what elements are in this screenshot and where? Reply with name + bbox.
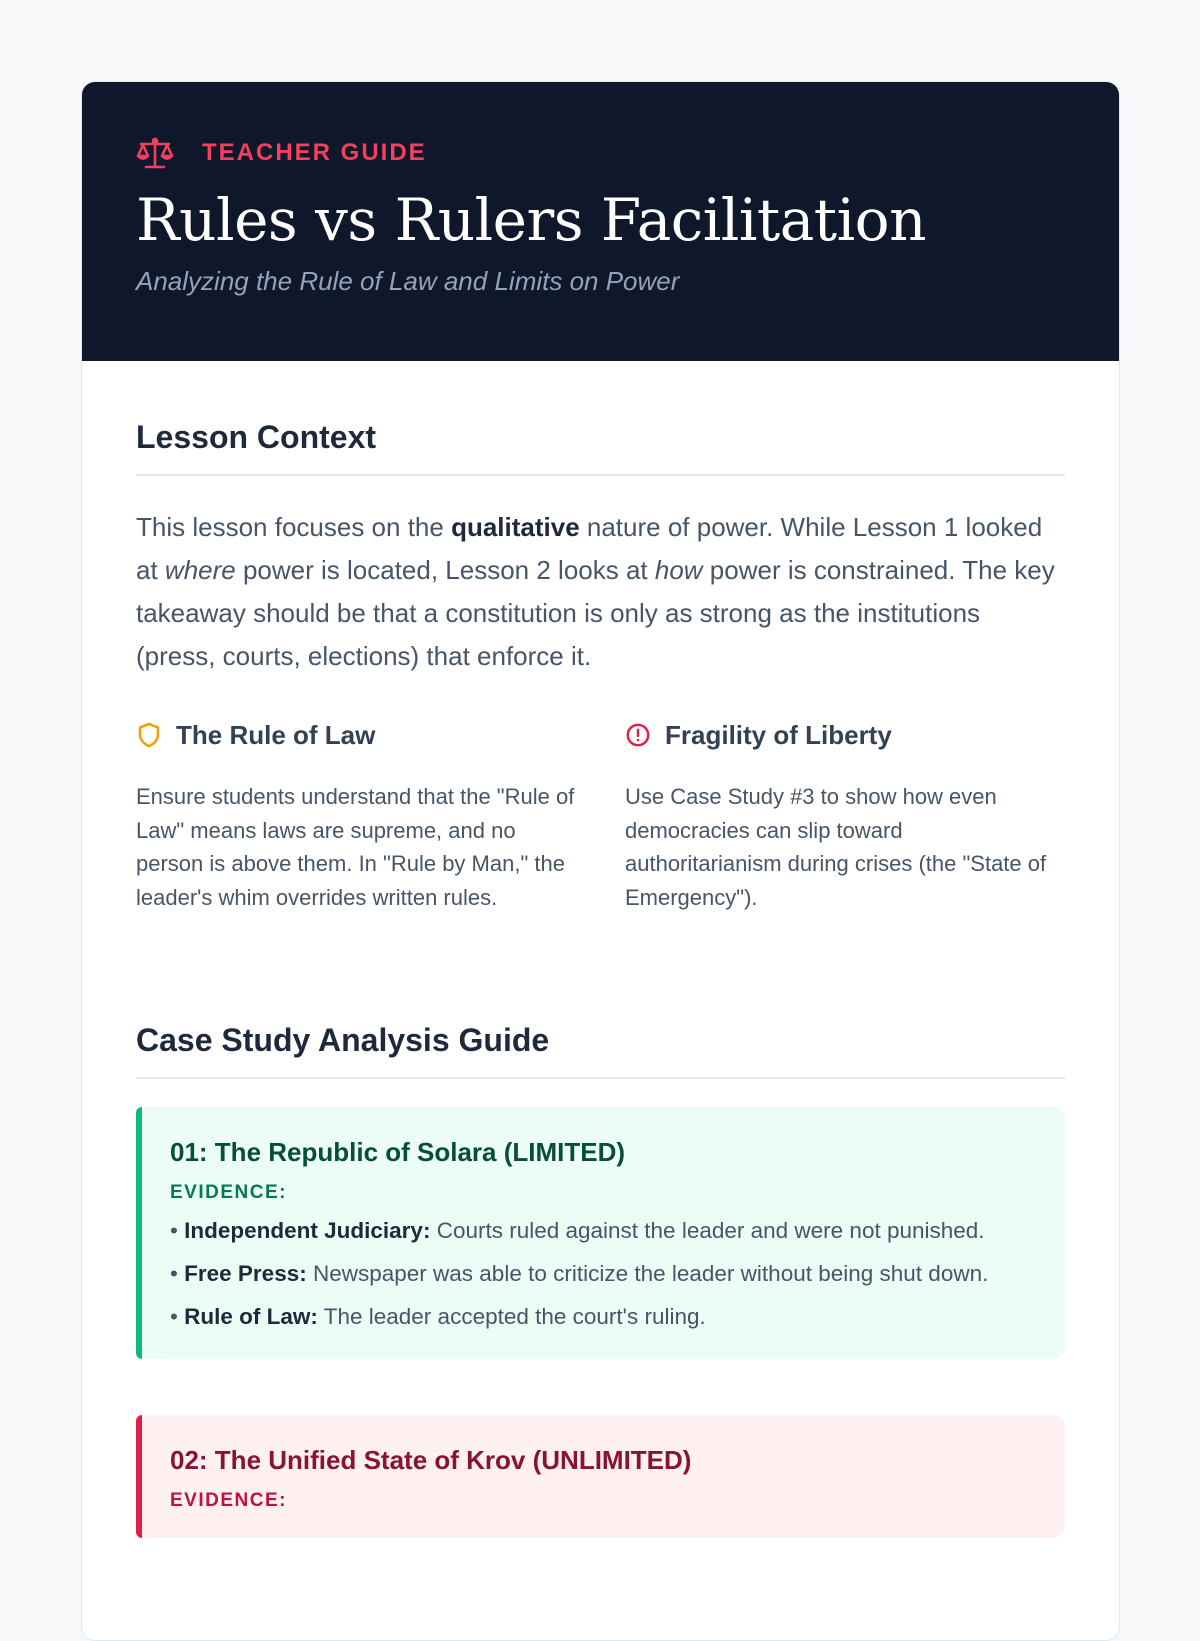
context-emphasis: qualitative xyxy=(451,512,580,542)
case-study-title: 01: The Republic of Solara (LIMITED) xyxy=(170,1137,626,1167)
concept-text: Use Case Study #3 to show how even democracies can slip toward authoritarianism during crises (the "State of Emergency"). xyxy=(625,784,1047,910)
key-concepts xyxy=(136,718,1065,914)
evidence-label: EVIDENCE: xyxy=(170,1490,287,1511)
evidence-item: • Independent Judiciary: Courts ruled against the leader and were not punished. xyxy=(170,1218,985,1243)
context-text: power is located, Lesson 2 looks at xyxy=(235,555,655,585)
concept-heading xyxy=(625,718,1065,752)
context-text: nature of power. While Lesson 1 looked at xyxy=(136,512,1043,585)
shield-icon xyxy=(136,721,162,749)
eyebrow-label: TEACHER GUIDE xyxy=(202,139,427,166)
context-text: power is constrained. The key takeaway should be that a constitution is only as strong as the institutions (press, courts, elections) that enforce it. xyxy=(136,555,1055,671)
concept-heading xyxy=(136,718,576,752)
guide-header xyxy=(82,82,1119,361)
concept-rule-of-law xyxy=(136,718,576,914)
concept-title: The Rule of Law xyxy=(176,719,376,750)
case-study-card xyxy=(136,1415,1065,1538)
evidence-text: The leader accepted the court's ruling. xyxy=(317,1304,706,1329)
alert-circle-icon xyxy=(625,721,651,749)
section-title-lesson-context: Lesson Context xyxy=(136,419,1065,476)
page-title: Rules vs Rulers Facilitation xyxy=(136,186,926,254)
evidence-term: Rule of Law: xyxy=(184,1304,318,1329)
concept-text: Ensure students understand that the "Rule of Law" means laws are supreme, and no person is above them. In "Rule by Man," the leader's whim overrides written rules. xyxy=(136,784,575,910)
guide-card xyxy=(81,81,1120,1641)
evidence-item: • Free Press: Newspaper was able to criticize the leader without being shut down. xyxy=(170,1261,989,1286)
evidence-item: • Rule of Law: The leader accepted the court's ruling. xyxy=(170,1304,706,1329)
guide-body xyxy=(82,419,1119,1538)
case-study-card xyxy=(136,1107,1065,1359)
evidence-text: Courts ruled against the leader and were not punished. xyxy=(430,1218,985,1243)
evidence-label: EVIDENCE: xyxy=(170,1182,287,1203)
evidence-term: Free Press: xyxy=(184,1261,307,1286)
evidence-text: Newspaper was able to criticize the leader without being shut down. xyxy=(306,1261,989,1286)
page-subtitle: Analyzing the Rule of Law and Limits on Power xyxy=(136,266,680,296)
case-study-title: 02: The Unified State of Krov (UNLIMITED) xyxy=(170,1445,692,1475)
evidence-term: Independent Judiciary: xyxy=(184,1218,431,1243)
scales-icon xyxy=(136,136,174,170)
context-emphasis: how xyxy=(654,555,703,585)
concept-fragility-of-liberty xyxy=(625,718,1065,914)
context-emphasis: where xyxy=(164,555,236,585)
eyebrow xyxy=(136,138,1065,168)
context-text: This lesson focuses on the xyxy=(136,512,452,542)
lesson-context-paragraph xyxy=(136,506,1065,678)
concept-title: Fragility of Liberty xyxy=(665,719,892,750)
section-title-case-study: Case Study Analysis Guide xyxy=(136,1022,1065,1079)
